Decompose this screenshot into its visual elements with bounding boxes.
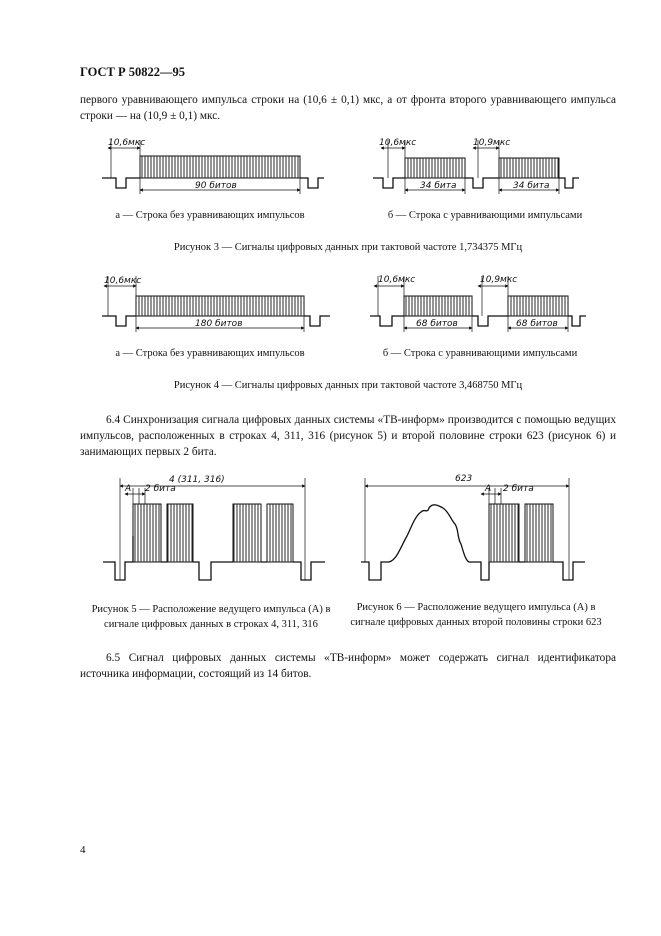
figure6-line-label: 623 bbox=[455, 474, 473, 484]
figure6-data-block-2 bbox=[525, 504, 553, 562]
figure3a-caption: а — Строка без уравнивающих импульсов bbox=[115, 210, 305, 221]
figure3b-time-label-2: 10,9мкс bbox=[473, 138, 511, 148]
figure4a-caption: а — Строка без уравнивающих импульсов bbox=[115, 348, 305, 359]
figure3-caption: Рисунок 3 — Сигналы цифровых данных при тактовой частоте 1,734375 МГц bbox=[173, 242, 523, 253]
figure6-caption: Рисунок 6 — Расположение ведущего импульса (А) в сигнале цифровых данных второй половины строки 623 bbox=[350, 602, 602, 628]
figure5-bits-label: 2 бита bbox=[145, 484, 176, 494]
figure3a-data-block bbox=[140, 156, 300, 178]
figure5-caption: Рисунок 5 — Расположение ведущего импульса (А) в сигнале цифровых данных в строках 4, 311, 316 bbox=[91, 604, 331, 630]
figure5-data-block-3 bbox=[233, 504, 261, 562]
figure4a-data-block bbox=[136, 296, 304, 316]
figure3b-caption: б — Строка с уравнивающими импульсами bbox=[387, 210, 583, 221]
figure4b-caption: б — Строка с уравнивающими импульсами bbox=[382, 348, 578, 359]
figure4a-time-label: 10,6мкс bbox=[104, 276, 142, 286]
figure5-data-block-1 bbox=[133, 504, 161, 562]
figure4b-data-block-1 bbox=[404, 296, 472, 316]
figure4b-data-block-2 bbox=[508, 296, 568, 316]
figure4b-bits-label-2: 68 битов bbox=[516, 319, 558, 329]
paragraph-6-4: 6.4 Синхронизация сигнала цифровых данных системы «ТВ-информ» производится с помощью ведущих импульсов, расположенных в строках 4, 311, 316 (рисунок 5) и второй половине строки 623 (рисунок 6) и занимающих первых 2 бита. bbox=[80, 414, 616, 458]
figure3a-waveform bbox=[90, 130, 330, 210]
figure6-bits-label: 2 бита bbox=[503, 484, 534, 494]
figure3b-bits-label-1: 34 бита bbox=[420, 181, 457, 191]
figure3b-data-block-2 bbox=[499, 158, 559, 178]
figure6-data-block-1 bbox=[489, 504, 519, 562]
figure4-caption: Рисунок 4 — Сигналы цифровых данных при тактовой частоте 3,468750 МГц bbox=[173, 380, 523, 391]
figure5-pulse-label: А bbox=[125, 484, 132, 494]
figure5-data-block-2 bbox=[167, 504, 193, 562]
figure3a-time-label: 10,6мкс bbox=[108, 138, 146, 148]
intro-paragraph: первого уравнивающего импульса строки на (10,6 ± 0,1) мкс, а от фронта второго уравнивающего импульса строки — на (10,9 ± 0,1) мкс. bbox=[80, 94, 616, 122]
figure4b-waveform bbox=[360, 268, 590, 348]
document-header: ГОСТ Р 50822—95 bbox=[80, 65, 186, 79]
page-number: 4 bbox=[80, 844, 86, 856]
figure5-line-label: 4 (311, 316) bbox=[169, 475, 225, 485]
figure5-waveform bbox=[95, 464, 335, 592]
figure4a-waveform bbox=[90, 268, 340, 348]
figure3a-bits-label: 90 битов bbox=[195, 181, 237, 191]
figure5-data-block-4 bbox=[267, 504, 293, 562]
figure4a-bits-label: 180 битов bbox=[195, 319, 243, 329]
figure3b-waveform bbox=[365, 130, 585, 210]
figure4b-bits-label-1: 68 битов bbox=[416, 319, 458, 329]
paragraph-6-5: 6.5 Сигнал цифровых данных системы «ТВ-информ» может содержать сигнал идентификатора источника информации, состоящий из 14 битов. bbox=[80, 652, 616, 680]
figure6-waveform bbox=[355, 464, 595, 592]
figure3b-time-label-1: 10,6мкс bbox=[379, 138, 417, 148]
figure3b-data-block-1 bbox=[405, 158, 465, 178]
figure6-pulse-label: А bbox=[485, 484, 492, 494]
figure3b-bits-label-2: 34 бита bbox=[513, 181, 550, 191]
figure4b-time-label-2: 10,9мкс bbox=[480, 275, 518, 285]
figure4b-time-label-1: 10,6мкс bbox=[378, 275, 416, 285]
